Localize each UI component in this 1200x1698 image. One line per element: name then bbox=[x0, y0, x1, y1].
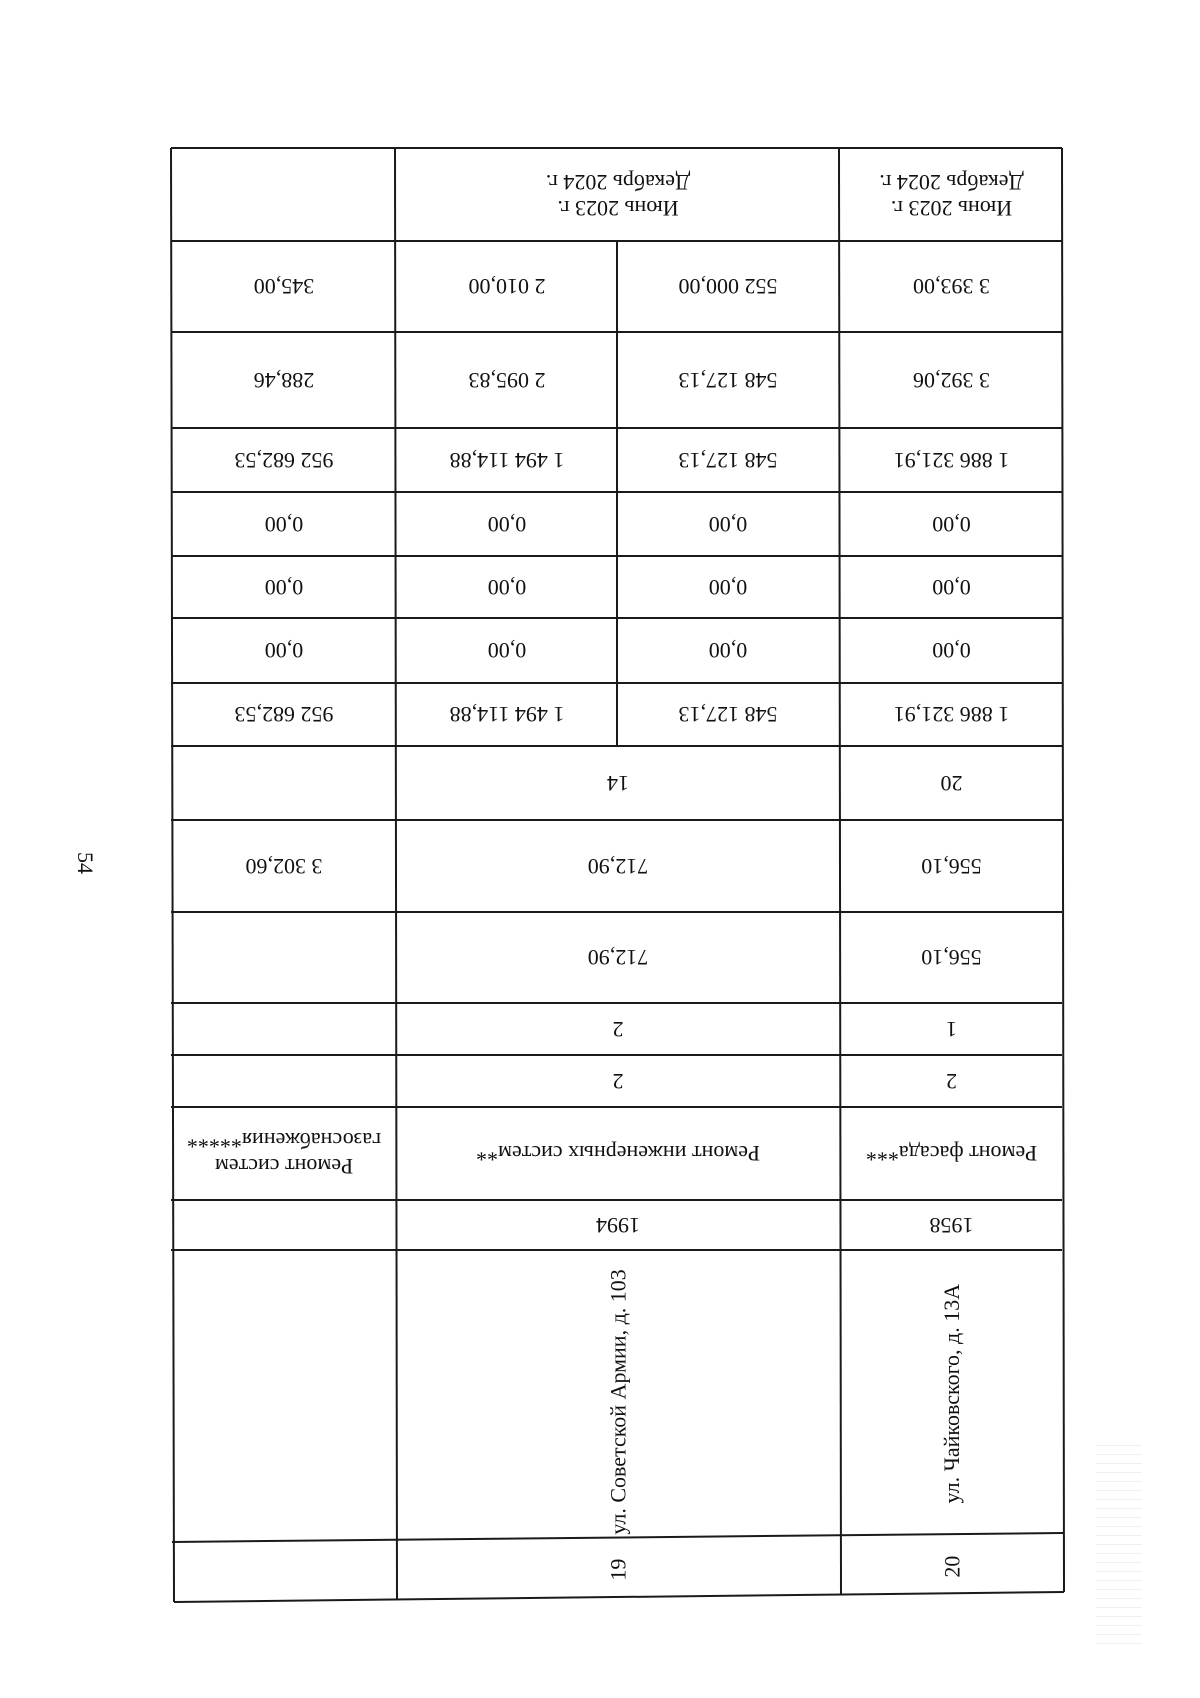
gas-zero-3: 0,00 bbox=[264, 638, 304, 664]
row19-work-type: Ремонт инженерных систем** bbox=[476, 1141, 760, 1167]
gas-limit: 345,00 bbox=[253, 274, 315, 300]
row20-number-wrap bbox=[841, 1540, 1062, 1594]
row19-number: 19 bbox=[605, 1558, 631, 1581]
row20-address-wrap bbox=[841, 1250, 1062, 1538]
row20-area-1: 556,10 bbox=[921, 945, 982, 971]
row20-area-2: 556,10 bbox=[921, 853, 982, 879]
row19-sum-a: 548 127,13 bbox=[678, 702, 778, 728]
row19-sum-b: 1 494 114,88 bbox=[449, 702, 565, 728]
row20-col-a: 2 bbox=[946, 1068, 957, 1094]
gas-sum: 952 682,53 bbox=[234, 702, 334, 728]
gas-work-type: Ремонт систем газоснабжения***** bbox=[186, 1128, 382, 1179]
gas-zero-1: 0,00 bbox=[264, 511, 304, 537]
gas-area-2: 3 302,60 bbox=[245, 853, 323, 879]
row20-count: 20 bbox=[940, 770, 963, 796]
page-number: 54 bbox=[73, 852, 98, 874]
row20-year: 1958 bbox=[929, 1212, 974, 1238]
row20-total: 1 886 321,91 bbox=[893, 447, 1010, 473]
row19-limit-b: 2 010,00 bbox=[468, 274, 546, 300]
row19-cost-b: 2 095,83 bbox=[468, 367, 546, 393]
scan-margin-artifact bbox=[1096, 1445, 1142, 1650]
row20-sum: 1 886 321,91 bbox=[893, 702, 1010, 728]
row20-zero-1: 0,00 bbox=[932, 511, 971, 537]
row19-address-wrap bbox=[397, 1250, 839, 1540]
row20-col-b: 1 bbox=[946, 1016, 957, 1042]
row19-count: 14 bbox=[607, 770, 629, 796]
row19-total-a: 548 127,13 bbox=[678, 447, 778, 473]
row19-zero-3a: 0,00 bbox=[708, 638, 748, 664]
row19-period: Июнь 2023 г. Декабрь 2024 г. bbox=[545, 170, 691, 221]
row19-area-1: 712,90 bbox=[587, 945, 649, 971]
row20-number: 20 bbox=[938, 1555, 964, 1578]
row20-cost: 3 392,06 bbox=[913, 367, 990, 393]
row20-address: ул. Чайковского, д. 13А bbox=[938, 1284, 964, 1504]
row19-zero-2b: 0,00 bbox=[487, 574, 527, 600]
row19-zero-1a: 0,00 bbox=[708, 511, 748, 537]
row20-limit: 3 393,00 bbox=[913, 274, 990, 300]
row19-cost-a: 548 127,13 bbox=[678, 367, 778, 393]
row19-total-b: 1 494 114,88 bbox=[449, 447, 565, 473]
row19-col-a: 2 bbox=[612, 1068, 624, 1094]
row20-zero-3: 0,00 bbox=[932, 638, 971, 664]
gas-total: 952 682,53 bbox=[234, 447, 334, 473]
row20-period: Июнь 2023 г. Декабрь 2024 г. bbox=[879, 170, 1024, 221]
gas-cost: 288,46 bbox=[253, 367, 315, 393]
row19-col-b: 2 bbox=[612, 1016, 624, 1042]
row20-zero-2: 0,00 bbox=[932, 574, 971, 600]
row19-number-wrap bbox=[397, 1542, 839, 1598]
row20-work-type: Ремонт фасада*** bbox=[865, 1141, 1038, 1167]
row19-zero-2a: 0,00 bbox=[708, 574, 748, 600]
row19-zero-3b: 0,00 bbox=[487, 638, 527, 664]
row19-year: 1994 bbox=[596, 1212, 640, 1238]
row19-address: ул. Советской Армии, д. 103 bbox=[605, 1269, 631, 1535]
row19-limit-a: 552 000,00 bbox=[678, 274, 778, 300]
row19-area-2: 712,90 bbox=[587, 853, 649, 879]
gas-zero-2: 0,00 bbox=[264, 574, 304, 600]
row19-zero-1b: 0,00 bbox=[487, 511, 527, 537]
